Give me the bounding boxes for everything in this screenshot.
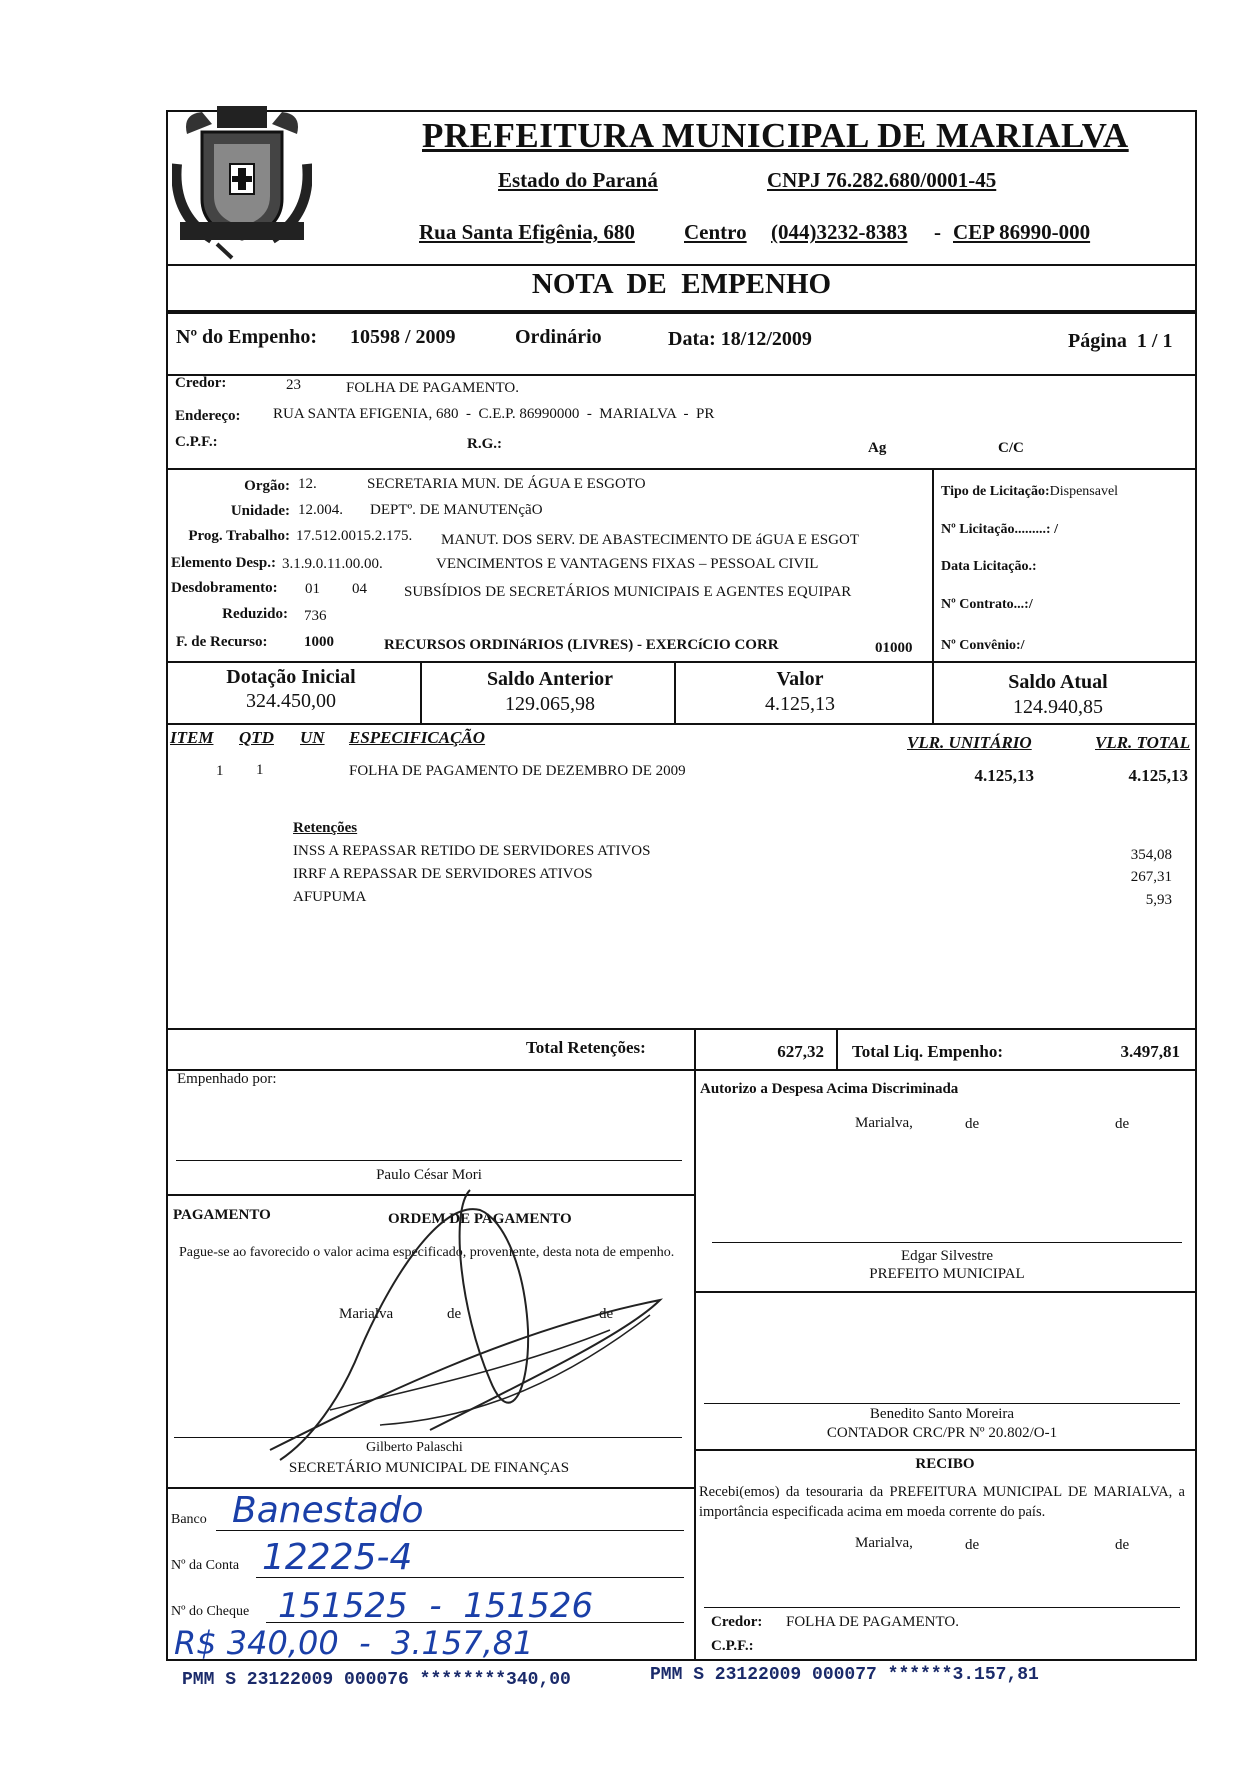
- conta-handwritten-value: 12225-4: [262, 1537, 413, 1578]
- payment-stamp-right: PMM S 23122009 000077 ******3.157,81: [650, 1665, 1039, 1685]
- retencao-irrf-label: IRRF A REPASSAR DE SERVIDORES ATIVOS: [293, 866, 593, 882]
- total-liquido-value: 3.497,81: [1120, 1042, 1180, 1061]
- ordem-pagamento-title: ORDEM DE PAGAMENTO: [388, 1211, 572, 1227]
- cpf-label: C.P.F.:: [175, 434, 218, 450]
- prefeito-signer: Edgar Silvestre: [900, 1248, 994, 1264]
- contador-signer: Benedito Santo Moreira: [869, 1406, 1015, 1422]
- retencao-irrf-value: 267,31: [1130, 869, 1172, 885]
- item-row-unit-value: 4.125,13: [974, 766, 1034, 785]
- rg-label: R.G.:: [467, 436, 502, 452]
- document-title: NOTA DE EMPENHO: [531, 268, 832, 300]
- municipality-title: PREFEITURA MUNICIPAL DE MARIALVA: [422, 116, 1129, 155]
- contador-top-line: [694, 1291, 1196, 1293]
- col-header-valor-total: VLR. TOTAL: [1095, 733, 1191, 752]
- prog-name: MANUT. DOS SERV. DE ABASTECIMENTO DE áGUA E ESGOT: [441, 532, 859, 548]
- values-divider-2: [674, 661, 676, 725]
- elemento-name: VENCIMENTOS E VANTAGENS FIXAS – PESSOAL CIVIL: [436, 556, 819, 572]
- dotacao-value: 324.450,00: [246, 690, 336, 712]
- empenho-type: Ordinário: [515, 326, 602, 348]
- address-street: Rua Santa Efigênia, 680: [419, 220, 635, 244]
- credor-label: Credor:: [175, 375, 227, 391]
- desdobramento-name: SUBSÍDIOS DE SECRETÁRIOS MUNICIPAIS E AGENTES EQUIPAR: [404, 584, 852, 600]
- empenhado-label: Empenhado por:: [177, 1071, 277, 1087]
- col-header-un: UN: [300, 728, 325, 747]
- reduzido-value: 736: [304, 608, 327, 624]
- pagamento-de-1: de: [447, 1306, 462, 1322]
- recibo-de-1: de: [965, 1537, 980, 1553]
- recibo-signature-line: [704, 1607, 1180, 1608]
- secretario-signer: Gilberto Palaschi: [366, 1440, 463, 1455]
- orgao-label: Orgão:: [244, 478, 290, 494]
- total-retencoes-value: 627,32: [777, 1042, 824, 1061]
- recibo-de-2: de: [1115, 1537, 1130, 1553]
- col-header-valor-unitario: VLR. UNITÁRIO: [907, 733, 1032, 752]
- contrato-numero: Nº Contrato...:/: [941, 597, 1033, 612]
- cc-label: C/C: [998, 440, 1024, 456]
- unidade-code: 12.004.: [298, 502, 343, 518]
- recurso-label: F. de Recurso:: [176, 634, 268, 650]
- pagamento-text: Pague-se ao favorecido o valor acima especificado, proveniente, desta nota de empenho.: [179, 1245, 675, 1260]
- lower-left-border: [166, 1069, 168, 1661]
- col-header-item: ITEM: [170, 728, 214, 747]
- pagamento-de-2: de: [599, 1306, 614, 1322]
- licitacao-tipo-label: Tipo de Licitação:Dispensavel: [941, 484, 1119, 499]
- endereco-label: Endereço:: [175, 408, 241, 424]
- recibo-credor-label: Credor:: [711, 1614, 763, 1630]
- valor-value: 4.125,13: [765, 693, 835, 715]
- licitacao-data: Data Licitação.:: [941, 559, 1037, 574]
- values-divider-3: [932, 661, 934, 725]
- retencao-afupuma-value: 5,93: [1145, 892, 1172, 908]
- autorizo-de-2: de: [1115, 1116, 1130, 1132]
- banco-section-line: [166, 1487, 696, 1489]
- col-header-especificacao: ESPECIFICAÇÃO: [349, 728, 486, 747]
- budget-divider: [932, 468, 934, 663]
- desdobramento-b: 04: [352, 581, 367, 597]
- address-cep: CEP 86990-000: [953, 220, 1091, 244]
- lower-right-border: [1195, 1069, 1197, 1661]
- retencao-inss-label: INSS A REPASSAR RETIDO DE SERVIDORES ATIVOS: [293, 843, 651, 859]
- address-centro: Centro: [684, 220, 747, 244]
- elemento-code: 3.1.9.0.11.00.00.: [282, 556, 383, 572]
- retencao-inss-value: 354,08: [1130, 847, 1172, 863]
- empenho-date: Data: 18/12/2009: [668, 328, 812, 350]
- recurso-number: 01000: [875, 640, 913, 656]
- ag-label: Ag: [868, 440, 887, 456]
- city-crest-logo: [172, 104, 312, 260]
- recibo-credor-value: FOLHA DE PAGAMENTO.: [786, 1614, 959, 1630]
- contador-role: CONTADOR CRC/PR Nº 20.802/O-1: [826, 1425, 1058, 1441]
- saldo-anterior-value: 129.065,98: [505, 693, 595, 715]
- orgao-name: SECRETARIA MUN. DE ÁGUA E ESGOTO: [367, 476, 646, 492]
- col-header-qtd: QTD: [239, 728, 274, 747]
- banco-handwritten-value: Banestado: [232, 1490, 424, 1531]
- recibo-text: Recebi(emos) da tesouraria da PREFEITURA MUNICIPAL DE MARIALVA, a importância especificada acima em moeda corrente do país.: [699, 1484, 1185, 1520]
- retencao-afupuma-label: AFUPUMA: [293, 889, 367, 905]
- items-left-border: [166, 723, 168, 1028]
- total-retencoes-label: Total Retenções:: [526, 1038, 646, 1057]
- dotacao-label: Dotação Inicial: [226, 666, 356, 688]
- conta-label: Nº da Conta: [171, 1558, 240, 1573]
- cheque-label: Nº do Cheque: [171, 1604, 250, 1619]
- banco-label: Banco: [171, 1512, 207, 1527]
- desdobramento-label: Desdobramento:: [171, 580, 278, 596]
- autorizo-de-1: de: [965, 1116, 980, 1132]
- saldo-atual-label: Saldo Atual: [1008, 671, 1108, 693]
- item-row-qtd: 1: [256, 762, 264, 778]
- prog-label: Prog. Trabalho:: [188, 528, 290, 544]
- convenio-numero: Nº Convênio:/: [941, 638, 1025, 653]
- cheque-amounts-handwritten: R$ 340,00 - 3.157,81: [174, 1624, 534, 1662]
- saldo-anterior-label: Saldo Anterior: [486, 668, 614, 690]
- prog-code: 17.512.0015.2.175.: [296, 528, 413, 544]
- recibo-city: Marialva,: [855, 1535, 913, 1551]
- recurso-name: RECURSOS ORDINáRIOS (LIVRES) - EXERCíCIO CORR: [384, 637, 779, 653]
- item-row-number: 1: [216, 763, 224, 779]
- empenho-number-label: Nº do Empenho:: [176, 326, 318, 348]
- totals-box: [166, 1028, 1197, 1071]
- address-separator: -: [934, 220, 941, 244]
- licitacao-numero: Nº Licitação.........: /: [941, 522, 1058, 537]
- unidade-label: Unidade:: [230, 503, 290, 519]
- state-label: Estado do Paraná: [498, 168, 658, 192]
- page-number: Página 1 / 1: [1068, 330, 1173, 352]
- empenho-number: 10598 / 2009: [350, 326, 456, 348]
- prefeito-role: PREFEITO MUNICIPAL: [869, 1266, 1025, 1282]
- pagamento-title: PAGAMENTO: [173, 1207, 271, 1223]
- autorizo-city: Marialva,: [855, 1115, 913, 1131]
- unidade-name: DEPTº. DE MANUTENçãO: [370, 502, 543, 518]
- address-phone: (044)3232-8383: [771, 220, 908, 244]
- recurso-code: 1000: [304, 634, 334, 650]
- valor-label: Valor: [776, 668, 824, 690]
- pagamento-city: Marialva: [339, 1306, 394, 1322]
- empenhado-signature-line: [176, 1160, 682, 1161]
- recibo-title: RECIBO: [915, 1456, 975, 1472]
- endereco-value: RUA SANTA EFIGENIA, 680 - C.E.P. 86990000 - MARIALVA - PR: [273, 406, 715, 422]
- cheque-handwritten-value: 151525 - 151526: [278, 1586, 594, 1626]
- item-row-especificacao: FOLHA DE PAGAMENTO DE DEZEMBRO DE 2009: [349, 763, 686, 779]
- prefeito-signature-line: [712, 1242, 1182, 1243]
- values-divider-1: [420, 661, 422, 725]
- elemento-label: Elemento Desp.:: [171, 555, 276, 571]
- licitacao-tipo-value: Dispensavel: [1049, 484, 1119, 499]
- reduzido-label: Reduzido:: [222, 606, 288, 622]
- credor-code: 23: [286, 377, 301, 393]
- secretario-role: SECRETÁRIO MUNICIPAL DE FINANÇAS: [288, 1460, 570, 1476]
- payment-stamp-left: PMM S 23122009 000076 ********340,00: [182, 1670, 571, 1690]
- item-row-total-value: 4.125,13: [1128, 766, 1188, 785]
- recibo-top-line: [694, 1449, 1196, 1451]
- credor-name: FOLHA DE PAGAMENTO.: [346, 380, 519, 396]
- total-liquido-label: Total Liq. Empenho:: [852, 1042, 1003, 1061]
- desdobramento-a: 01: [305, 581, 320, 597]
- retencoes-title: Retenções: [293, 820, 358, 836]
- cnpj-label: CNPJ 76.282.680/0001-45: [767, 168, 997, 192]
- saldo-atual-value: 124.940,85: [1013, 696, 1103, 718]
- totals-divider-1: [694, 1028, 696, 1071]
- lower-center-divider: [694, 1069, 696, 1661]
- secretario-handwritten-signature: [250, 1180, 690, 1480]
- autorizo-title: Autorizo a Despesa Acima Discriminada: [700, 1081, 959, 1097]
- items-right-border: [1195, 723, 1197, 1028]
- recibo-cpf-label: C.P.F.:: [711, 1638, 754, 1654]
- empenhado-signer: Paulo César Mori: [376, 1167, 482, 1183]
- contador-signature-line: [704, 1403, 1180, 1404]
- orgao-code: 12.: [298, 476, 317, 492]
- totals-divider-2: [836, 1028, 838, 1071]
